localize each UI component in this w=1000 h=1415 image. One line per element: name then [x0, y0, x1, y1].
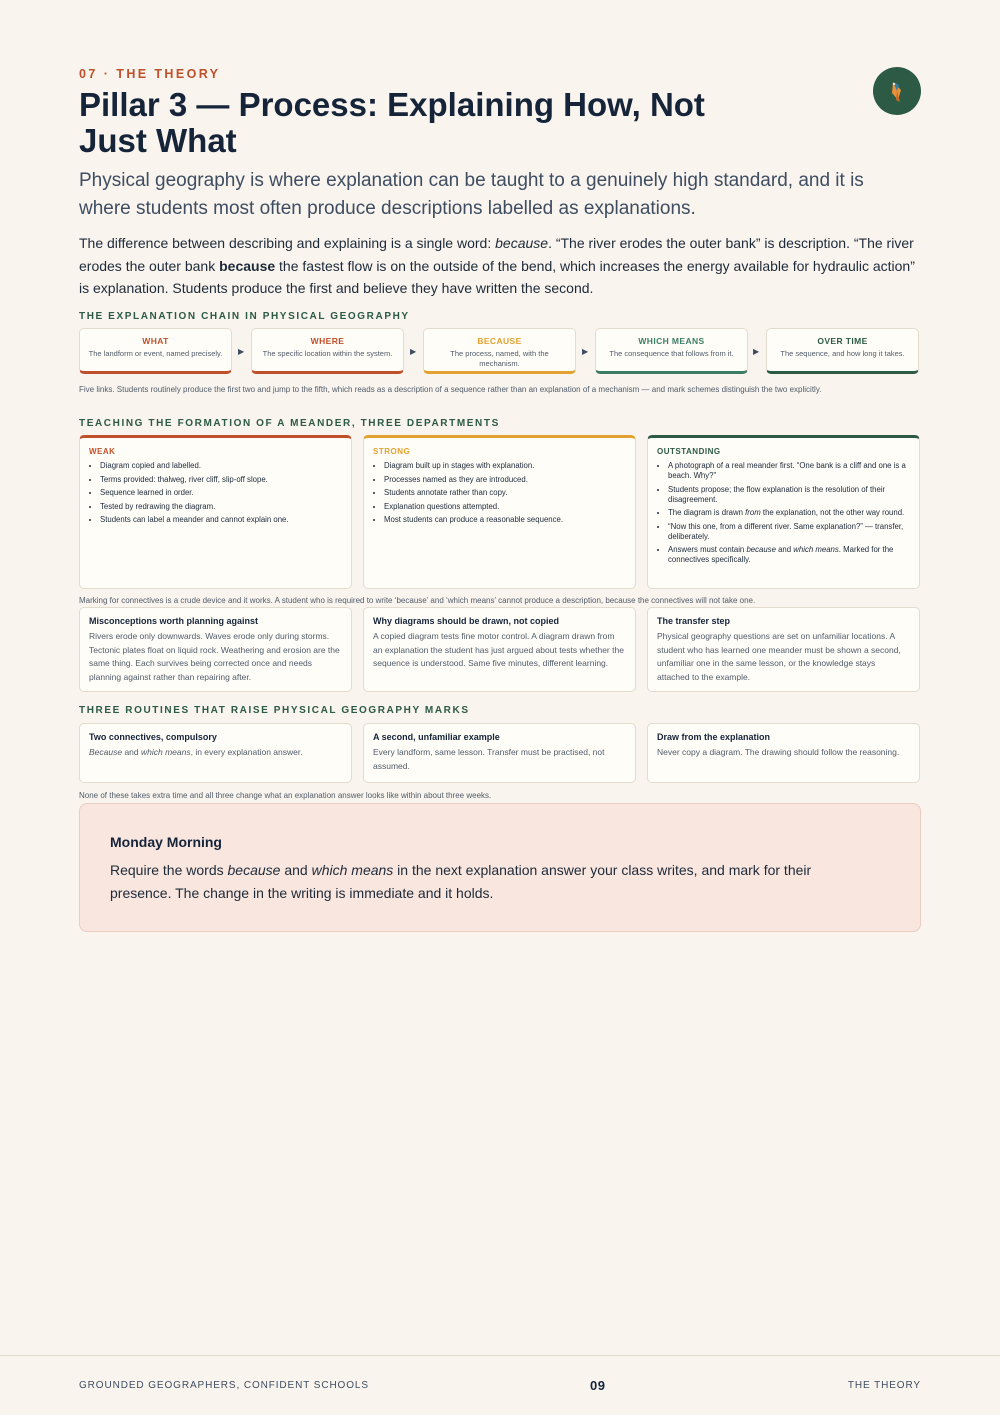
text-segment: and — [775, 545, 794, 554]
chain-arrow-icon: ▶ — [582, 347, 589, 356]
chain-link-desc: The specific location within the system. — [262, 349, 393, 358]
text-segment: because — [219, 257, 276, 274]
text-segment: which means — [311, 862, 394, 878]
departments-label: TEACHING THE FORMATION OF A MEANDER, THREE DEPARTMENTS — [79, 418, 500, 429]
routine-card-desc — [373, 746, 626, 773]
page-title: Pillar 3 — Process: Explaining How, Not Just What — [79, 86, 705, 159]
text-segment: the explanation, not the other way round. — [760, 508, 905, 517]
note-card-diagrams — [363, 607, 636, 692]
note-card-desc: A copied diagram tests fine motor control. A diagram drawn from an explanation the student has just argued about tests whether the sequence is understood. Same five minutes, different learning. — [373, 631, 624, 668]
chain-arrow-icon: ▶ — [410, 347, 417, 356]
chain-link-desc: The sequence, and how long it takes. — [780, 349, 905, 358]
dept-card-strong — [363, 435, 636, 589]
dept-card-list — [657, 461, 910, 565]
dept-card-list — [89, 461, 342, 525]
text-segment: in the next explanation answer your class writes, and mark for their presence. The change in the writing is immediate and it holds. — [110, 862, 812, 901]
dept-card-title: WEAK — [89, 447, 116, 456]
dept-card-item — [668, 508, 910, 518]
chain-link-desc: The process, named, with the mechanism. — [450, 349, 549, 368]
chain-link-which-means — [595, 328, 748, 374]
text-segment: and — [122, 747, 141, 757]
note-card-title: The transfer step — [657, 616, 731, 626]
routine-card-title: A second, unfamiliar example — [373, 732, 500, 742]
text-segment: because — [495, 235, 549, 251]
dept-card-item — [100, 502, 342, 512]
text-segment: which means — [793, 545, 839, 554]
text-segment: . Marked for the connectives specifically. — [668, 545, 894, 564]
text-segment: Explanation questions attempted. — [384, 501, 500, 511]
note-card-misconceptions — [79, 607, 352, 692]
chain-arrow-icon: ▶ — [238, 347, 245, 356]
routines-label: THREE ROUTINES THAT RAISE PHYSICAL GEOGRAPHY MARKS — [79, 705, 470, 716]
page-number: 09 — [590, 1378, 606, 1393]
dept-card-item — [668, 545, 910, 565]
routine-card-connectives — [79, 723, 352, 783]
routine-card-title: Draw from the explanation — [657, 732, 771, 742]
dept-card-weak — [79, 435, 352, 589]
chain-caption: Five links. Students routinely produce the first two and jump to the fifth, which reads as a description of a sequence rather than an explanation of a mechanism — and mark schemes distinguish the two explicitly. — [79, 385, 822, 394]
chain-link-desc: The landform or event, named precisely. — [88, 349, 223, 358]
text-segment: Processes named as they are introduced. — [384, 474, 528, 484]
text-segment: and — [280, 862, 312, 878]
dept-card-outstanding — [647, 435, 920, 589]
monday-title: Monday Morning — [110, 834, 222, 850]
dept-card-item — [384, 502, 626, 512]
dept-card-item — [384, 461, 626, 471]
kingfisher-logo-icon — [873, 67, 921, 115]
explanation-chain-label: THE EXPLANATION CHAIN IN PHYSICAL GEOGRAPHY — [79, 311, 410, 322]
dept-card-item — [100, 515, 342, 525]
text-segment: from — [745, 508, 761, 517]
dept-card-item — [384, 488, 626, 498]
eyebrow-separator: · — [103, 67, 111, 81]
text-segment: because — [746, 545, 776, 554]
chain-link-title: OVER TIME — [817, 336, 868, 346]
text-segment: Never copy a diagram. The drawing should follow the reasoning. — [657, 747, 900, 757]
routine-card-title: Two connectives, compulsory — [89, 732, 217, 742]
chain-link-desc: The consequence that follows from it. — [609, 349, 734, 358]
footer-publication: GROUNDED GEOGRAPHERS, CONFIDENT SCHOOLS — [79, 1380, 369, 1391]
chain-link-title: BECAUSE — [477, 336, 522, 346]
text-segment: Every landform, same lesson. Transfer must be practised, not assumed. — [373, 747, 605, 771]
text-segment: . “The river erodes the outer bank” is description. “The river erodes the outer bank — [79, 235, 914, 274]
note-card-transfer — [647, 607, 920, 692]
monday-morning-callout — [79, 803, 921, 932]
section-eyebrow — [79, 67, 220, 81]
footer-divider — [0, 1355, 1000, 1356]
text-segment: Sequence learned in order. — [100, 488, 194, 497]
text-segment: Students can label a meander and cannot explain one. — [100, 515, 289, 524]
footer-section: THE THEORY — [847, 1380, 921, 1391]
lede: Physical geography is where explanation can be taught to a genuinely high standard, and it is where students most often produce descriptions labelled as explanations. — [79, 170, 864, 219]
routine-card-draw — [647, 723, 920, 783]
routine-card-desc — [657, 746, 910, 760]
routine-card-desc — [89, 746, 342, 760]
text-segment: The difference between describing and explaining is a single word: — [79, 235, 496, 251]
departments-caption: Marking for connectives is a crude device and it works. A student who is required to write ‘because’ and ‘which means’ cannot produce a description, because the connectives will not take one. — [79, 596, 756, 605]
dept-card-item — [668, 461, 910, 481]
intro-body — [79, 232, 921, 300]
text-segment: Because — [89, 747, 123, 757]
section-number: 07 — [79, 67, 98, 81]
chain-arrow-icon: ▶ — [753, 347, 760, 356]
dept-card-title: STRONG — [373, 447, 411, 456]
text-segment: Answers must contain — [668, 545, 747, 554]
chain-link-title: WHERE — [310, 336, 345, 346]
text-segment: Students annotate rather than copy. — [384, 488, 508, 497]
dept-card-item — [384, 515, 626, 525]
chain-link-because — [423, 328, 576, 374]
routine-card-second-example — [363, 723, 636, 783]
dept-card-item — [384, 475, 626, 485]
text-segment: Most students can produce a reasonable sequence. — [384, 515, 564, 524]
dept-card-title: OUTSTANDING — [657, 447, 721, 456]
text-segment: the fastest flow is on the outside of the bend, which increases the energy available for hydraulic action” is explanation. Students produce the first and believe they have written the second. — [79, 257, 915, 296]
text-segment: Terms provided: thalweg, river cliff, slip-off slope. — [100, 474, 268, 484]
text-segment: The diagram is drawn — [668, 508, 746, 517]
dept-card-item — [100, 488, 342, 498]
explanation-chain — [79, 328, 921, 378]
text-segment: Tested by redrawing the diagram. — [100, 501, 216, 511]
dept-card-list — [373, 461, 626, 525]
chain-link-where — [251, 328, 404, 374]
dept-card-item — [100, 475, 342, 485]
dept-card-item — [668, 485, 910, 505]
dept-card-item — [668, 522, 910, 542]
text-segment: Require the words — [110, 862, 228, 878]
chain-link-title: WHICH MEANS — [638, 336, 705, 346]
text-segment: Diagram built up in stages with explanation. — [384, 461, 535, 470]
text-segment: because — [227, 862, 281, 878]
chain-link-what — [79, 328, 232, 374]
text-segment: “Now this one, from a different river. Same explanation?” — transfer, deliberately. — [668, 521, 904, 541]
kingfisher-logo-graphic — [873, 67, 921, 115]
text-segment: Students propose; the flow explanation is the resolution of their disagreement. — [668, 484, 886, 504]
note-card-title: Why diagrams should be drawn, not copied — [373, 616, 560, 626]
text-segment: which means — [141, 747, 191, 757]
chain-link-over-time — [766, 328, 919, 374]
text-segment: Diagram copied and labelled. — [100, 461, 201, 470]
text-segment: A photograph of a real meander first. “One bank is a cliff and one is a beach. Why?” — [668, 461, 906, 480]
chain-link-title: WHAT — [142, 336, 169, 346]
note-card-desc: Physical geography questions are set on unfamiliar locations. A student who has learned one meander must be shown a second, unfamiliar one in the same lesson, or the knowledge stays attached to the example. — [657, 631, 901, 682]
section-name: THE THEORY — [116, 67, 221, 81]
routines-caption: None of these takes extra time and all three change what an explanation answer looks like within about three weeks. — [79, 791, 492, 800]
monday-desc — [110, 859, 850, 904]
text-segment: , in every explanation answer. — [190, 747, 303, 757]
dept-card-item — [100, 461, 342, 471]
note-card-desc: Rivers erode only downwards. Waves erode only during storms. Tectonic plates float on liquid rock. Weathering and erosion are the same thing. Each survives being corrected once and needs planning against rather than repairing after. — [89, 631, 340, 682]
note-card-title: Misconceptions worth planning against — [89, 616, 259, 626]
